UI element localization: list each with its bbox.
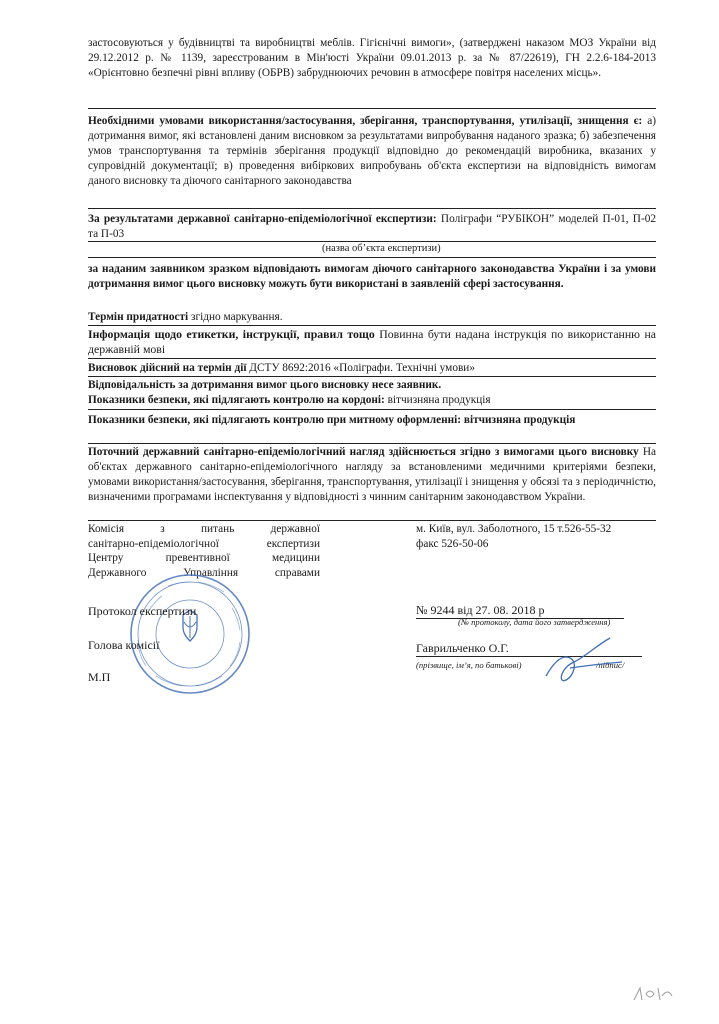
divider: [88, 257, 656, 258]
mp-label: М.П: [88, 670, 111, 684]
customs-value: вітчизняна продукція: [461, 414, 576, 426]
commission-line: Державного Управління справами: [88, 566, 320, 579]
validity-value: ДСТУ 8692:2016 «Поліграфи. Технічні умови»: [246, 362, 475, 374]
divider: [88, 358, 656, 359]
divider: [88, 325, 656, 326]
supervision-text: На об'єктах державного санітарно-епідеміологічного нагляду за встановленими медичними критеріями безпеки, умовами використання/застосування, зберігання, транспортування, утилізації і знищення у обсязі та з періодичністю, визначеними програмами інспектування у відповідності з чинним санітарним законодавством України.: [88, 446, 656, 503]
shelf-label: Термін придатності: [88, 311, 189, 323]
results-label: За результатами державної санітарно-епідеміологічної експертизи:: [88, 213, 437, 225]
divider: [88, 409, 656, 410]
address-line: м. Київ, вул. Заболотного, 15 т.526-55-32: [416, 523, 612, 535]
divider: [88, 443, 656, 444]
protocol-caption: (№ протоколу, дата його затвердження): [458, 617, 611, 627]
labeling-paragraph: [88, 327, 656, 357]
customs-label: Показники безпеки, які підлягають контролю при митному оформленні:: [88, 414, 462, 426]
supervision-paragraph: [88, 445, 656, 505]
fax-line: факс 526-50-06: [416, 537, 489, 550]
validity-line: [88, 361, 656, 376]
validity-label: Висновок дійсний на термін дії: [88, 362, 247, 374]
commission-line: санітарно-епідеміологічної експертизи: [88, 537, 320, 550]
official-stamp-icon: [128, 572, 252, 696]
protocol-label: Протокол експертизи: [88, 604, 197, 618]
shelf-life: [88, 310, 656, 325]
shelf-value: згідно маркування.: [188, 311, 283, 323]
conditions-paragraph: [88, 114, 656, 189]
intro-paragraph: [88, 36, 656, 81]
labeling-value: Повинна бути надана інструкція по використанню на державній мові: [88, 327, 657, 356]
signer-name: Гаврильченко О.Г.: [416, 641, 509, 655]
responsibility-text: Відповідальність за дотримання вимог цього висновку несе заявник.: [88, 379, 442, 391]
border-value: вітчизняна продукція: [384, 394, 491, 406]
border-control-line: [88, 393, 656, 408]
protocol-number: № 9244 від 27. 08. 2018 р: [416, 603, 624, 619]
supervision-label: Поточний державний санітарно-епідеміологічний нагляд здійснюється згідно з вимогами цього висновку: [88, 446, 639, 458]
divider: [88, 208, 656, 209]
border-label: Показники безпеки, які підлягають контролю на кордоні:: [88, 394, 385, 406]
results-paragraph: [88, 212, 656, 242]
commission-line: Центру превентивної медицини: [88, 552, 320, 564]
object-caption: (назва об’єкта експертизи): [322, 243, 441, 254]
labeling-label: Інформація щодо етикетки, інструкції, правил тощо: [88, 327, 375, 341]
divider: [88, 376, 656, 377]
signer-caption: (прізвище, ім’я, по батькові): [416, 660, 522, 670]
divider: [88, 108, 656, 109]
address-block: [416, 522, 660, 551]
customs-control-paragraph: [88, 413, 656, 428]
commission-line: Комісія з питань державної: [88, 523, 320, 535]
signature-icon: [540, 632, 628, 688]
chairman-label: Голова комісії: [88, 638, 160, 652]
responsibility-line: [88, 378, 656, 393]
page-mark-icon: [630, 984, 678, 1006]
compliance-text: за наданим заявником зразком відповідають вимогам діючого санітарного законодавства України і за умови дотримання вимог цього висновку можуть бути використані в заявленій сфері застосування.: [88, 263, 656, 290]
object-underline: [88, 241, 656, 242]
conditions-text: а) дотримання вимог, які встановлені даним висновком за результатами випробування наданого зразка; б) забезпечення умов транспортування та термінів зберігання продукції відповідно до рекомендацій виробника, вказаних у супровідній документації; в) проведення вибіркових випробувань об'єкта експертизи на відповідність вимогам даного висновку та діючого санітарного законодавства: [88, 115, 656, 187]
intro-text: застосовуються у будівництві та виробництві меблів. Гігієнічні вимоги», (затверджені наказом МОЗ України від 29.12.2012 р. № 1139, зареєстрованим в Мін'юсті України 09.01.2013 р. за № 87/22619), ГН 2.2.6-184-2013 «Орієнтовно безпечні рівні впливу (ОБРВ) забруднюючих речовин в атмосфере повітря населених місць».: [88, 37, 656, 79]
sign-caption: /підпис/: [596, 660, 625, 670]
divider: [88, 520, 656, 521]
compliance-paragraph: [88, 262, 656, 292]
results-text: Поліграфи “РУБІКОН” моделей П-01, П-02 та П-03: [88, 213, 656, 240]
conditions-label: Необхідними умовами використання/застосування, зберігання, транспортування, утилізації, знищення є:: [88, 115, 643, 127]
